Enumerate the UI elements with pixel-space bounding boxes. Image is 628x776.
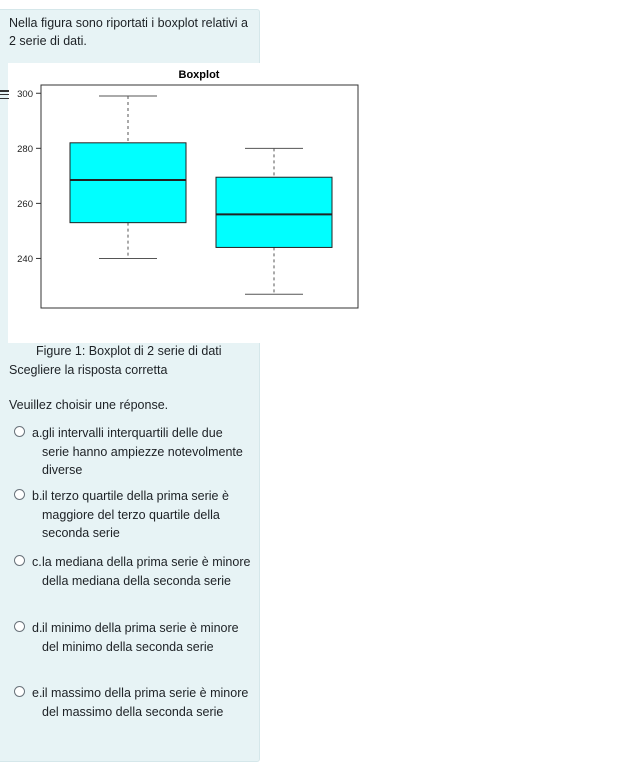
- y-tick-label: 300: [17, 88, 33, 100]
- radio-button-e[interactable]: [14, 686, 25, 697]
- chart-title: Boxplot: [178, 69, 220, 81]
- boxplot-chart: [0, 0, 628, 345]
- option-letter: b.: [32, 489, 43, 503]
- hamburger-menu-icon[interactable]: [0, 90, 10, 100]
- y-tick-label: 280: [17, 143, 33, 155]
- choose-answer-label: Veuillez choisir une réponse.: [9, 398, 169, 412]
- radio-button-b[interactable]: [14, 489, 25, 500]
- option-letter: d.: [32, 621, 43, 635]
- option-letter: c.: [32, 555, 42, 569]
- question-intro: Nella figura sono riportati i boxplot relativi a 2 serie di dati.: [9, 16, 249, 48]
- radio-button-a[interactable]: [14, 426, 25, 437]
- option-text[interactable]: il terzo quartile della prima serie è maggiore del terzo quartile della seconda serie: [42, 489, 229, 540]
- option-text[interactable]: il minimo della prima serie è minore del minimo della seconda serie: [42, 621, 239, 654]
- radio-button-c[interactable]: [14, 555, 25, 566]
- box-series-1: [70, 143, 186, 223]
- option-letter: e.: [32, 686, 43, 700]
- y-tick-label: 260: [17, 198, 33, 210]
- option-letter: a.: [32, 426, 43, 440]
- option-text[interactable]: il massimo della prima serie è minore del massimo della seconda serie: [42, 686, 249, 719]
- option-text[interactable]: gli intervalli interquartili delle due serie hanno ampiezze notevolmente diverse: [42, 426, 243, 477]
- radio-button-d[interactable]: [14, 621, 25, 632]
- option-text[interactable]: la mediana della prima serie è minore della mediana della seconda serie: [42, 555, 251, 588]
- box-series-2: [216, 177, 332, 247]
- question-prompt: Scegliere la risposta corretta: [9, 363, 168, 377]
- y-tick-label: 240: [17, 253, 33, 265]
- figure-caption: Figure 1: Boxplot di 2 serie di dati: [36, 344, 222, 358]
